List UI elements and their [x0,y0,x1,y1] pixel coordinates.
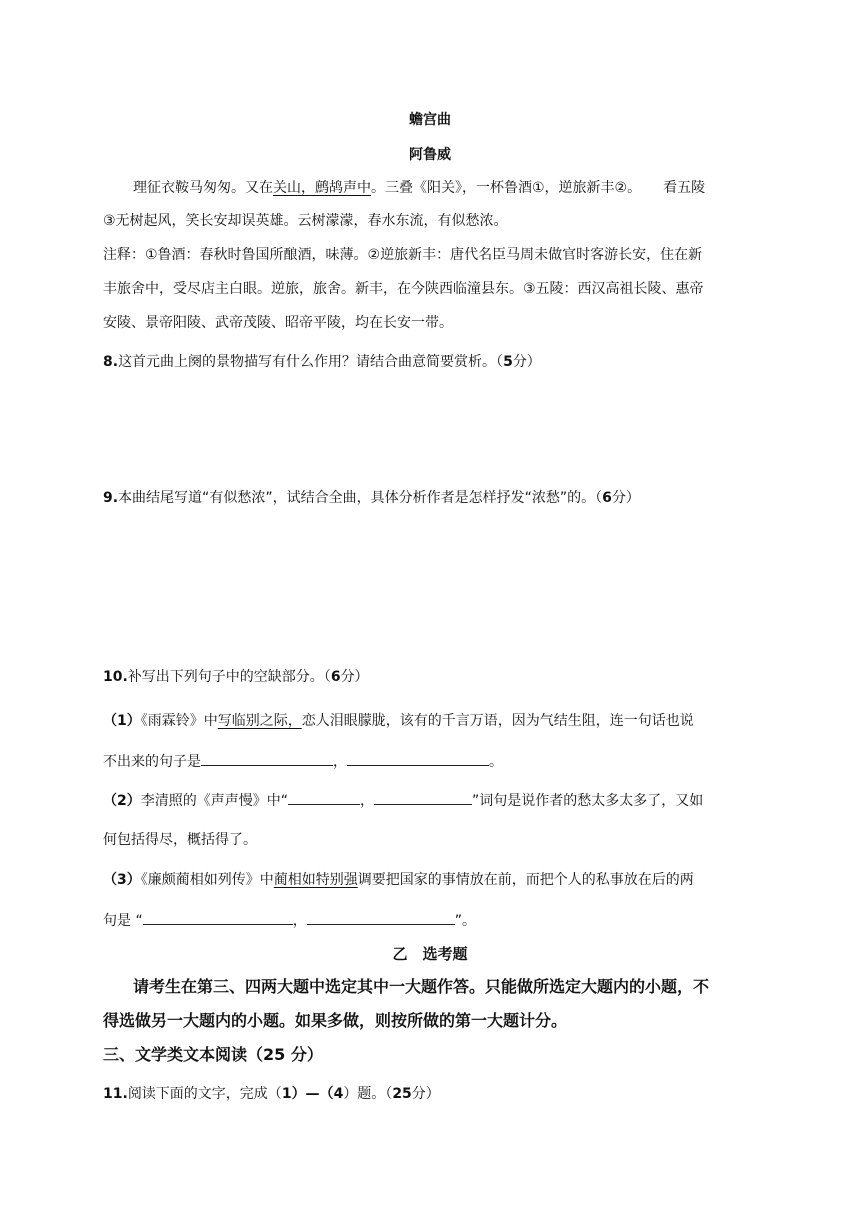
question-text: 《廉颇蔺相如列传》中 [140,872,274,888]
answer-blank[interactable] [201,751,333,766]
poem-text: 看五陵 [663,180,706,196]
q10-sub-1-line-2 [103,751,763,772]
poem-author: 阿鲁威 [409,147,451,163]
notes-line-3: 安陵、景帝阳陵、武帝茂陵、昭帝平陵，均在长安一带。 [103,315,453,331]
question-text: 这首元曲上阕的景物描写有什么作用？请结合曲意简要赏析。（ [118,354,504,370]
question-8 [103,352,763,372]
question-score: 5 [503,354,513,370]
question-number: 9. [103,490,119,506]
sub-question-number: （3） [103,872,141,888]
question-number: 8. [103,354,119,370]
answer-blank[interactable] [143,910,293,925]
question-text: 4 [333,1086,344,1102]
question-number: 11. [103,1086,128,1102]
poem-line-1 [133,178,763,198]
question-text: 分） [611,490,640,506]
section-3-title: 三、文学类文本阅读（25 分） [103,1045,323,1064]
question-text: ”词句是说作者的愁太多太多了，又如 [472,793,704,809]
punctuation: ， [333,754,347,770]
question-text: ）题。（ [343,1086,393,1102]
question-text: 句是 “ [103,913,143,929]
question-text: 分） [512,354,541,370]
question-score: 6 [330,669,341,685]
punctuation: ， [360,793,375,809]
underlined-text: 蔺相如特别强 [273,872,358,888]
punctuation: 。 [489,754,503,770]
notes-line-1: 注释：①鲁酒：春秋时鲁国所酿酒，味薄。②逆旅新丰：唐代名臣马周未做官时客游长安，住在新 [103,247,703,263]
question-11 [103,1084,763,1104]
answer-blank[interactable] [307,910,455,925]
question-9 [103,488,763,508]
question-text: 补写出下列句子中的空缺部分。（ [127,669,331,685]
punctuation: ， [292,913,307,929]
q10-sub-2-line-2: 何包括得尽，概括得了。 [103,832,257,848]
poem-text: 理征衣鞍马匆匆。又在 [133,180,273,196]
question-text: ）—（ [291,1086,334,1102]
notes-line-2: 丰旅舍中，受尽店主白眼。逆旅，旅舍。新丰，在今陕西临潼县东。③五陵：西汉高祖长陵、惠帝 [103,281,704,297]
question-text: 《雨霖铃》中 [140,713,218,729]
underlined-text: 写临别之际， [217,713,302,729]
question-text: 李清照的《声声慢》中“ [140,793,289,809]
q10-sub-2-line-1 [103,790,763,811]
q10-sub-1-line-1 [103,711,763,731]
poem-text: 。三叠《阳关》，一杯鲁酒①，逆旅新丰②。 [371,180,642,196]
q10-sub-3-line-2 [103,910,763,931]
answer-blank[interactable] [347,751,489,766]
question-text: 不出来的句子是 [103,754,201,770]
question-text: 恋人泪眼朦胧，该有的千言万语，因为气结生阻，连一句话也说 [301,713,694,729]
question-score: 25 [392,1086,412,1102]
question-text: 阅读下面的文字，完成（ [127,1086,282,1102]
answer-blank[interactable] [288,790,360,805]
section-b-title: 乙 选考题 [392,945,468,963]
poem-title: 蟾宫曲 [409,112,451,128]
sub-question-number: （1） [103,713,141,729]
punctuation: ”。 [454,913,476,929]
question-text: 分） [411,1086,440,1102]
question-10 [103,667,763,687]
question-number: 10. [103,669,128,685]
question-text: 调要把国家的事情放在前，而把个人的私事放在后的两 [357,872,694,888]
sub-question-number: （2） [103,793,141,809]
section-b-instruction-1: 请考生在第三、四两大题中选定其中一大题作答。只能做所选定大题内的小题，不 [133,977,710,996]
question-text: 1 [281,1086,292,1102]
poem-underlined-text: 关山，鹧鸪声中 [273,180,371,196]
question-score: 6 [602,490,612,506]
answer-blank[interactable] [374,790,472,805]
section-b-instruction-2: 得选做另一大题内的小题。如果多做，则按所做的第一大题计分。 [103,1011,568,1030]
q10-sub-3-line-1 [103,870,763,890]
question-text: 本曲结尾写道“有似愁浓”，试结合全曲，具体分析作者是怎样抒发“浓愁”的。（ [118,490,603,506]
poem-line-2: ③无树起风，笑长安却误英雄。云树濛濛，春水东流，有似愁浓。 [103,213,508,229]
question-text: 分） [340,669,369,685]
